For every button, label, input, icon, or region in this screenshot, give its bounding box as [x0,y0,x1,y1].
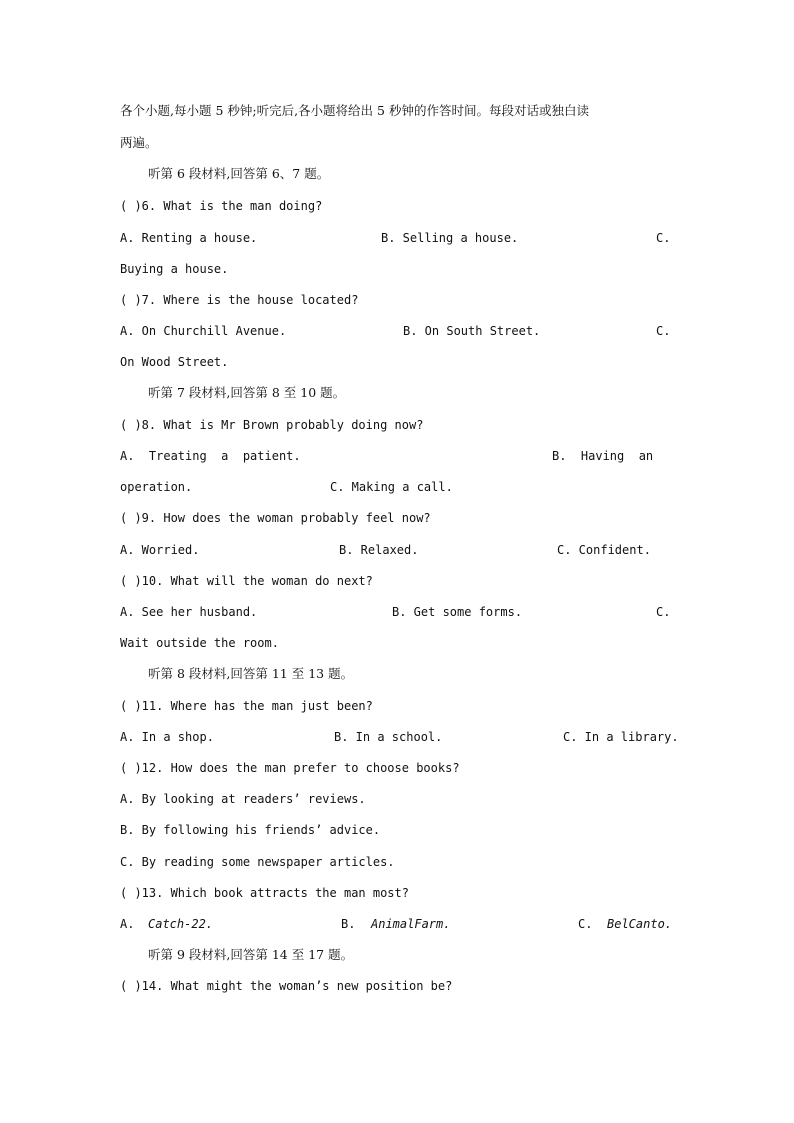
q13-option-b-title: AnimalFarm. [371,917,451,931]
q8-option-a: A. Treating a patient. [120,449,301,463]
question-7: ( )7. Where is the house located? [120,293,359,307]
question-14: ( )14. What might the woman’s new position be? [120,979,453,993]
q8-option-b-continued: operation. [120,480,193,494]
q8-option-b: B. Having an [552,449,654,463]
question-6: ( )6. What is the man doing? [120,199,323,213]
question-9: ( )9. How does the woman probably feel now? [120,511,431,525]
section-heading-9: 听第 9 段材料,回答第 14 至 17 题。 [148,947,354,962]
q11-option-c: C. In a library. [563,730,679,744]
q9-option-a: A. Worried. [120,543,200,557]
q11-option-b: B. In a school. [334,730,443,744]
q13-option-a-label: A. [120,917,135,931]
q7-option-c-label: C. [656,324,671,338]
q6-option-a: A. Renting a house. [120,231,258,245]
q12-option-a: A. By looking at readers’ reviews. [120,792,366,806]
q10-option-c-text: Wait outside the room. [120,636,279,650]
intro-line-1: 各个小题,每小题 5 秒钟;听完后,各小题将给出 5 秒钟的作答时间。每段对话或独白读 [120,103,589,118]
q13-option-c-title: BelCanto. [607,917,673,931]
question-8: ( )8. What is Mr Brown probably doing now? [120,418,424,432]
q9-option-b: B. Relaxed. [339,543,419,557]
q8-option-c: C. Making a call. [330,480,453,494]
question-12: ( )12. How does the man prefer to choose books? [120,761,460,775]
intro-line-2: 两遍。 [120,135,158,150]
q13-option-a-title: Catch-22. [148,917,214,931]
q9-option-c: C. Confident. [557,543,651,557]
q10-option-a: A. See her husband. [120,605,258,619]
q11-option-a: A. In a shop. [120,730,214,744]
section-heading-6: 听第 6 段材料,回答第 6、7 题。 [148,166,330,181]
q6-option-c-text: Buying a house. [120,262,229,276]
question-11: ( )11. Where has the man just been? [120,699,373,713]
q7-option-a: A. On Churchill Avenue. [120,324,287,338]
q13-option-c-label: C. [578,917,593,931]
q7-option-c-text: On Wood Street. [120,355,229,369]
q6-option-b: B. Selling a house. [381,231,519,245]
q12-option-c: C. By reading some newspaper articles. [120,855,395,869]
q12-option-b: B. By following his friends’ advice. [120,823,381,837]
q10-option-c-label: C. [656,605,671,619]
question-13: ( )13. Which book attracts the man most? [120,886,409,900]
q10-option-b: B. Get some forms. [392,605,523,619]
q7-option-b: B. On South Street. [403,324,541,338]
q13-option-b-label: B. [341,917,356,931]
question-10: ( )10. What will the woman do next? [120,574,373,588]
section-heading-7: 听第 7 段材料,回答第 8 至 10 题。 [148,385,346,400]
q6-option-c-label: C. [656,231,671,245]
section-heading-8: 听第 8 段材料,回答第 11 至 13 题。 [148,666,354,681]
